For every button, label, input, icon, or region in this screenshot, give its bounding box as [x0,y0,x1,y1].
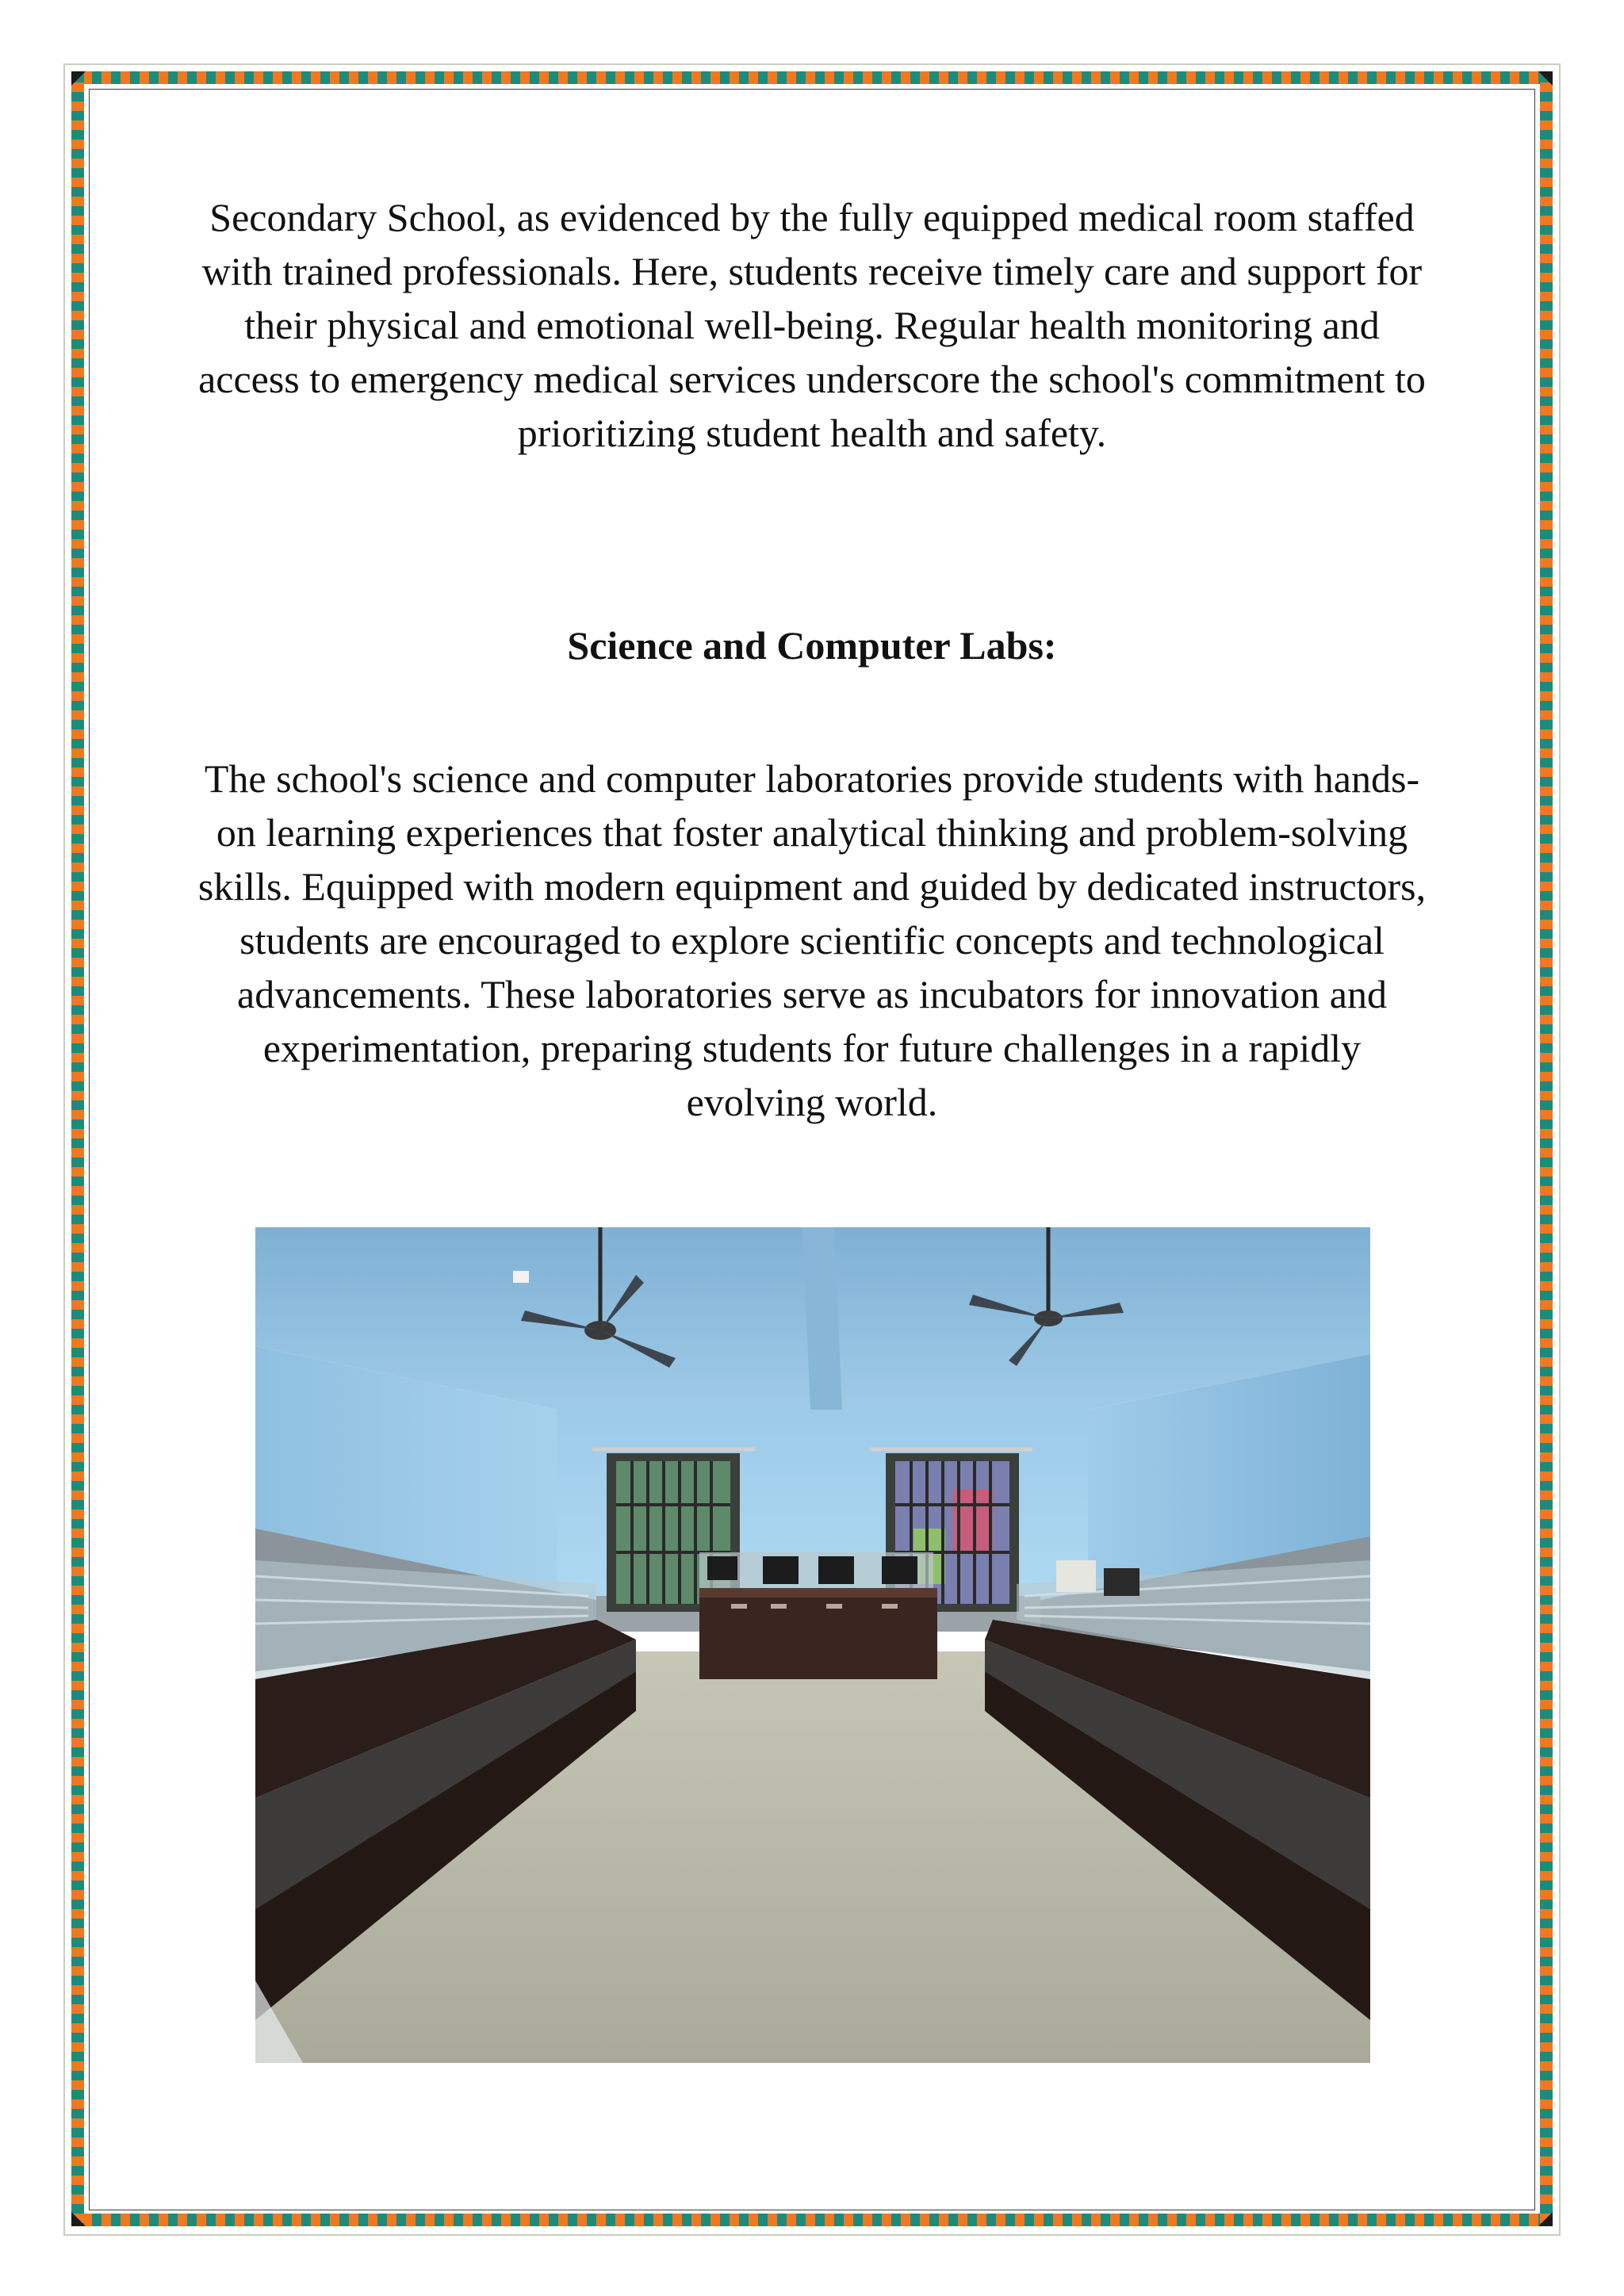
decorative-border-right [1540,73,1553,2226]
decorative-border-top [73,71,1551,84]
border-corner-bottom-right [1538,2212,1553,2226]
border-corner-top-right [1538,71,1553,86]
section-paragraph: The school's science and computer laboratories provide students with hands-on learning experiences that foster analytical thinking and problem-solving skills. Equipped with modern equipment and guided by dedicated instructors, students are encouraged to explore scientific concepts and technological advancements. These laboratories serve as incubators for innovation and experimentation, preparing students for future challenges in a rapidly evolving world. [197,756,1427,1124]
border-corner-bottom-left [71,2212,86,2226]
decorative-border-left [71,73,84,2226]
section-heading: Science and Computer Labs: [567,623,1057,668]
computer-lab-photo [255,1227,1370,2063]
intro-paragraph: Secondary School, as evidenced by the fully equipped medical room staffed with trained professionals. Here, students receive timely care and support for their physical and emotional well-being. Regular health monitoring and access to emergency medical services underscore the school's commitment to prioritizing student health and safety. [198,195,1426,455]
border-corner-top-left [71,71,86,86]
decorative-border-bottom [73,2214,1551,2226]
